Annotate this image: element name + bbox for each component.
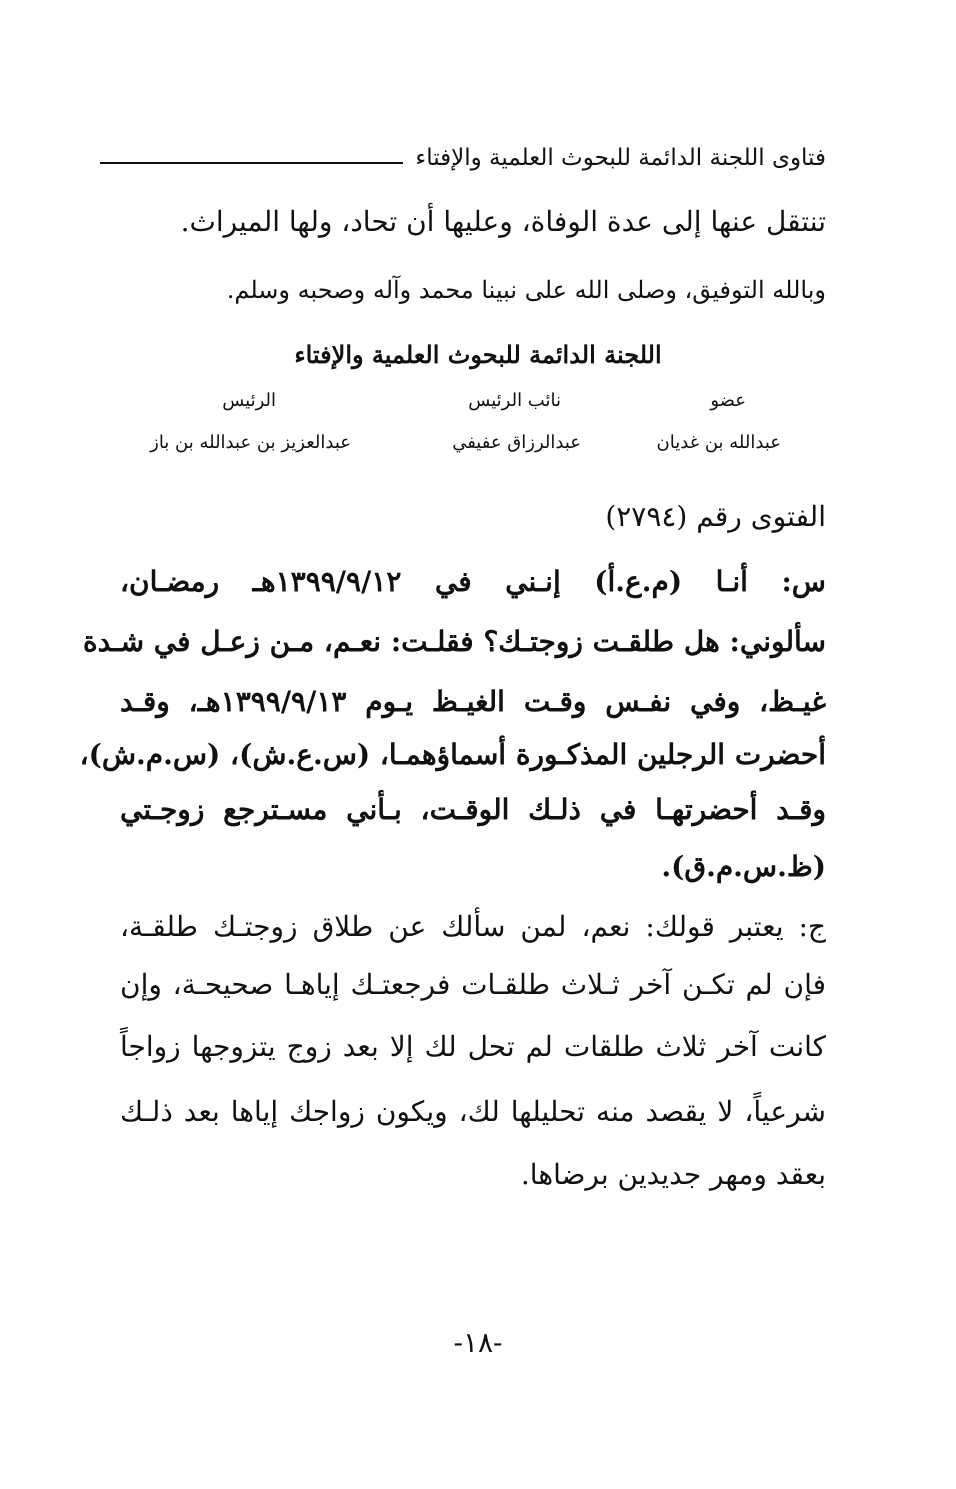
- signatory-vice-chairman: عبدالرزاق عفيفي: [452, 432, 581, 453]
- role-chairman: الرئيس: [222, 390, 276, 411]
- question-line: سألوني: هل طلقـت زوجتـك؟ فقلـت: نعـم، مـن زعـل في شـدة: [83, 625, 826, 658]
- signatory-member: عبدالله بن غديان: [656, 432, 781, 453]
- answer-line: ج: يعتبر قولك: نعم، لمن سألك عن طلاق زوجتـك طلقـة،: [120, 910, 826, 943]
- committee-name: اللجنة الدائمة للبحوث العلمية والإفتاء: [294, 340, 662, 369]
- answer-line: كانت آخر ثلاث طلقات لم تحل لك إلا بعد زوج يتزوجها زواجاً: [120, 1030, 826, 1063]
- header-title: فتاوى اللجنة الدائمة للبحوث العلمية والإفتاء: [415, 145, 826, 171]
- role-member: عضو: [710, 390, 746, 411]
- paragraph-continuation: تنتقل عنها إلى عدة الوفاة، وعليها أن تحاد، ولها الميراث.: [180, 205, 826, 238]
- question-line: غيـظ، وفي نفـس وقـت الغيـظ يـوم ١٣٩٩/٩/١٣هـ، وقـد: [120, 685, 826, 718]
- answer-line: فإن لم تكـن آخر ثـلاث طلقـات فرجعتـك إياهـا صحيحـة، وإن: [120, 968, 826, 1001]
- question-line: س: أنـا (م.ع.أ) إنـني في ١٣٩٩/٩/١٢هـ رمضـان،: [120, 565, 826, 598]
- question-line: (ظ.س.م.ق).: [661, 850, 826, 883]
- header-rule: [100, 162, 403, 164]
- role-vice-chairman: نائب الرئيس: [468, 390, 561, 411]
- page-number: -١٨-: [453, 1326, 503, 1359]
- question-line: وقـد أحضرتهـا في ذلـك الوقـت، بـأني مسـترجع زوجـتي: [120, 793, 826, 826]
- closing-blessing: وبالله التوفيق، وصلى الله على نبينا محمد وآله وصحبه وسلم.: [226, 276, 826, 304]
- answer-line: بعقد ومهر جديدين برضاها.: [520, 1158, 826, 1191]
- answer-line: شرعياً، لا يقصد منه تحليلها لك، ويكون زواجك إياها بعد ذلـك: [120, 1095, 826, 1128]
- running-header: [100, 140, 826, 176]
- fatwa-number: الفتوى رقم (٢٧٩٤): [605, 500, 826, 533]
- signatory-chairman: عبدالعزيز بن عبدالله بن باز: [150, 432, 351, 453]
- question-line: أحضرت الرجلين المذكـورة أسماؤهمـا، (س.ع.ش)، (س.م.ش)،: [79, 738, 826, 771]
